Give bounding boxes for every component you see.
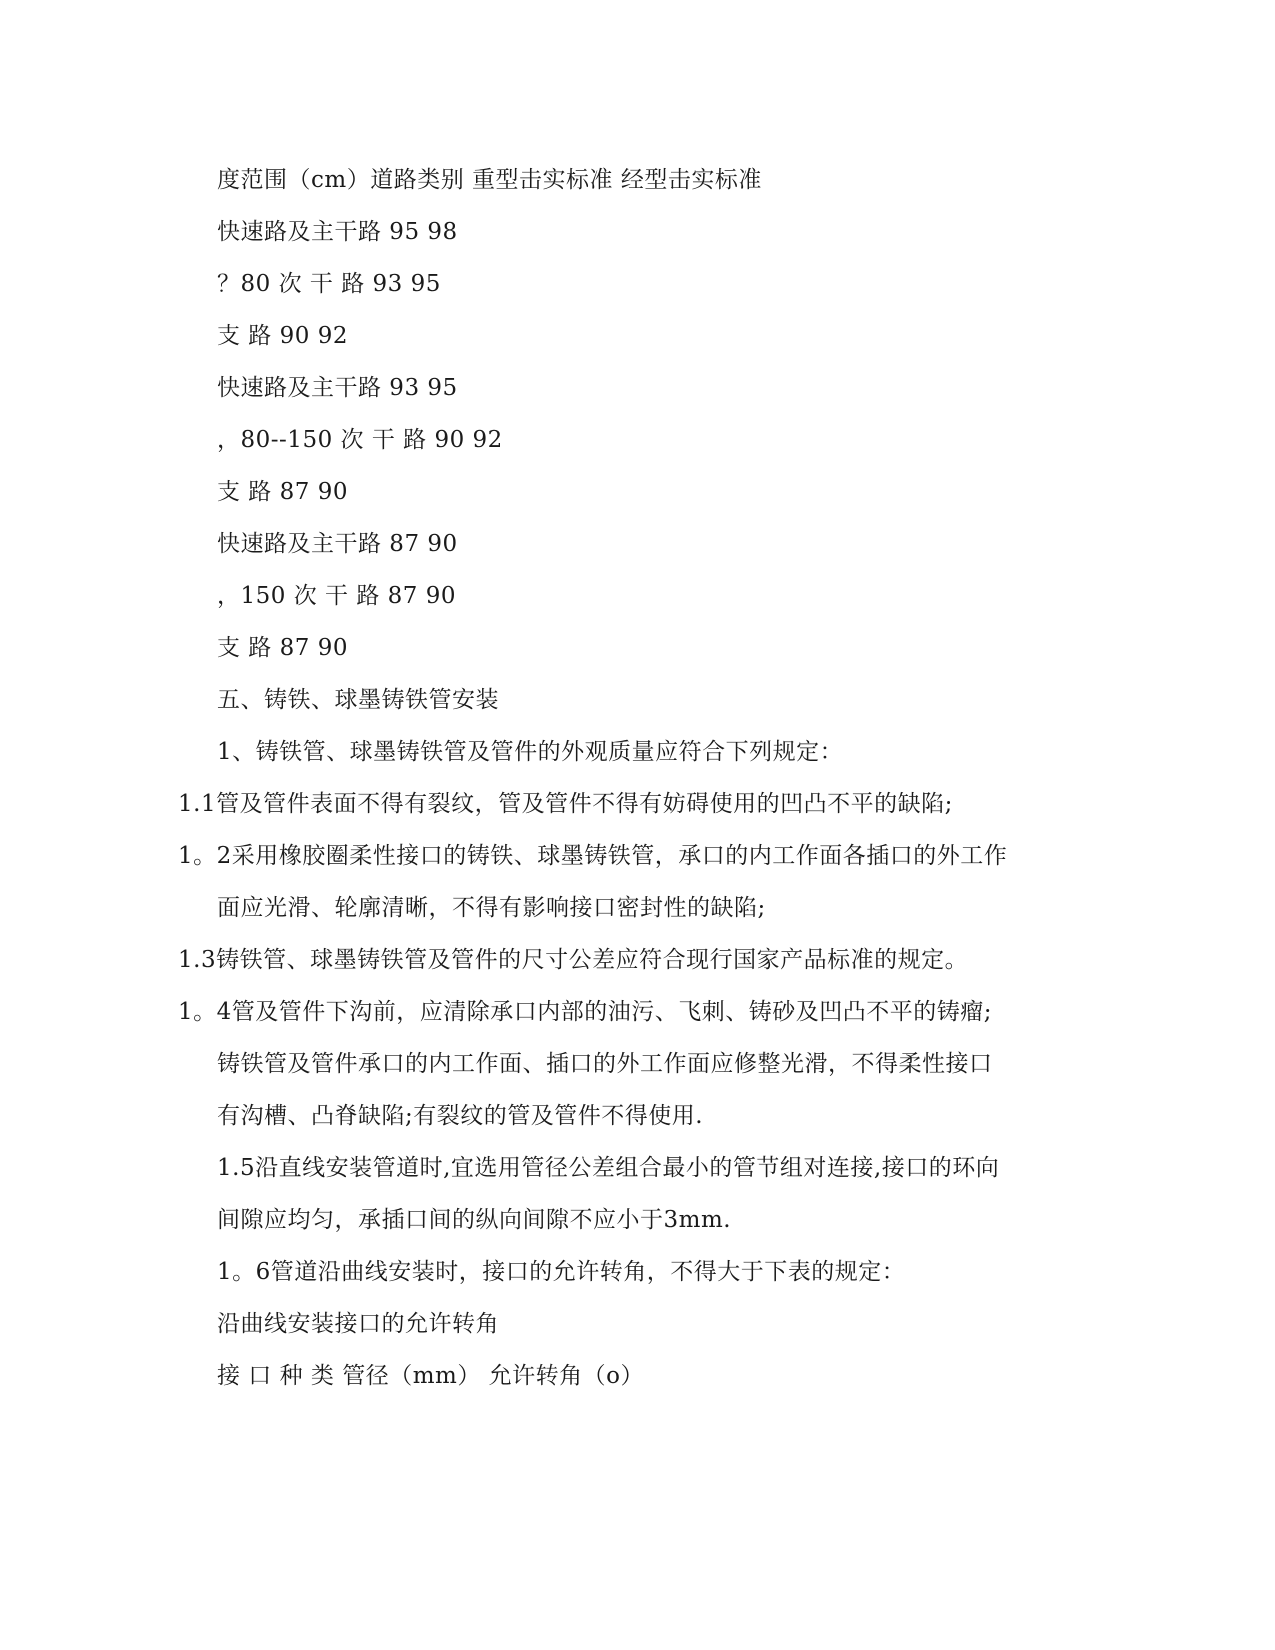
text-line: 间隙应均匀，承插口间的纵向间隙不应小于3mm. <box>217 1207 732 1233</box>
text-line: 1。4管及管件下沟前，应清除承口内部的油污、飞刺、铸砂及凹凸不平的铸瘤; <box>178 999 993 1025</box>
text-line: 铸铁管及管件承口的内工作面、插口的外工作面应修整光滑，不得柔性接口 <box>217 1051 993 1077</box>
text-line: 1.5沿直线安装管道时,宜选用管径公差组合最小的管节组对连接,接口的环向 <box>217 1155 1000 1181</box>
text-line: 有沟槽、凸脊缺陷;有裂纹的管及管件不得使用. <box>217 1103 704 1129</box>
text-line: 1。2采用橡胶圈柔性接口的铸铁、球墨铸铁管，承口的内工作面各插口的外工作 <box>178 843 1008 869</box>
text-line: 度范围（cm）道路类别 重型击实标准 经型击实标准 <box>217 167 762 193</box>
section-heading: 五、铸铁、球墨铸铁管安装 <box>217 687 499 713</box>
table-caption: 沿曲线安装接口的允许转角 <box>217 1311 499 1337</box>
text-line: 快速路及主干路 95 98 <box>217 219 458 245</box>
text-line: 1、铸铁管、球墨铸铁管及管件的外观质量应符合下列规定： <box>217 739 844 765</box>
text-line: 支 路 87 90 <box>217 479 348 505</box>
text-line: ，80--150 次 干 路 90 92 <box>217 427 503 453</box>
text-line: 1。6管道沿曲线安装时，接口的允许转角，不得大于下表的规定： <box>217 1259 906 1285</box>
text-line: ，150 次 干 路 87 90 <box>217 583 456 609</box>
text-line: 支 路 90 92 <box>217 323 348 349</box>
table-header: 接 口 种 类 管径（mm） 允许转角（o） <box>217 1363 645 1389</box>
text-line: 1.3铸铁管、球墨铸铁管及管件的尺寸公差应符合现行国家产品标准的规定。 <box>178 947 969 973</box>
text-line: 快速路及主干路 93 95 <box>217 375 458 401</box>
text-line: ？80 次 干 路 93 95 <box>217 271 441 297</box>
text-line: 快速路及主干路 87 90 <box>217 531 458 557</box>
text-line: 支 路 87 90 <box>217 635 348 661</box>
text-line: 面应光滑、轮廓清晰，不得有影响接口密封性的缺陷; <box>217 895 766 921</box>
text-line: 1.1管及管件表面不得有裂纹，管及管件不得有妨碍使用的凹凸不平的缺陷; <box>178 791 953 817</box>
